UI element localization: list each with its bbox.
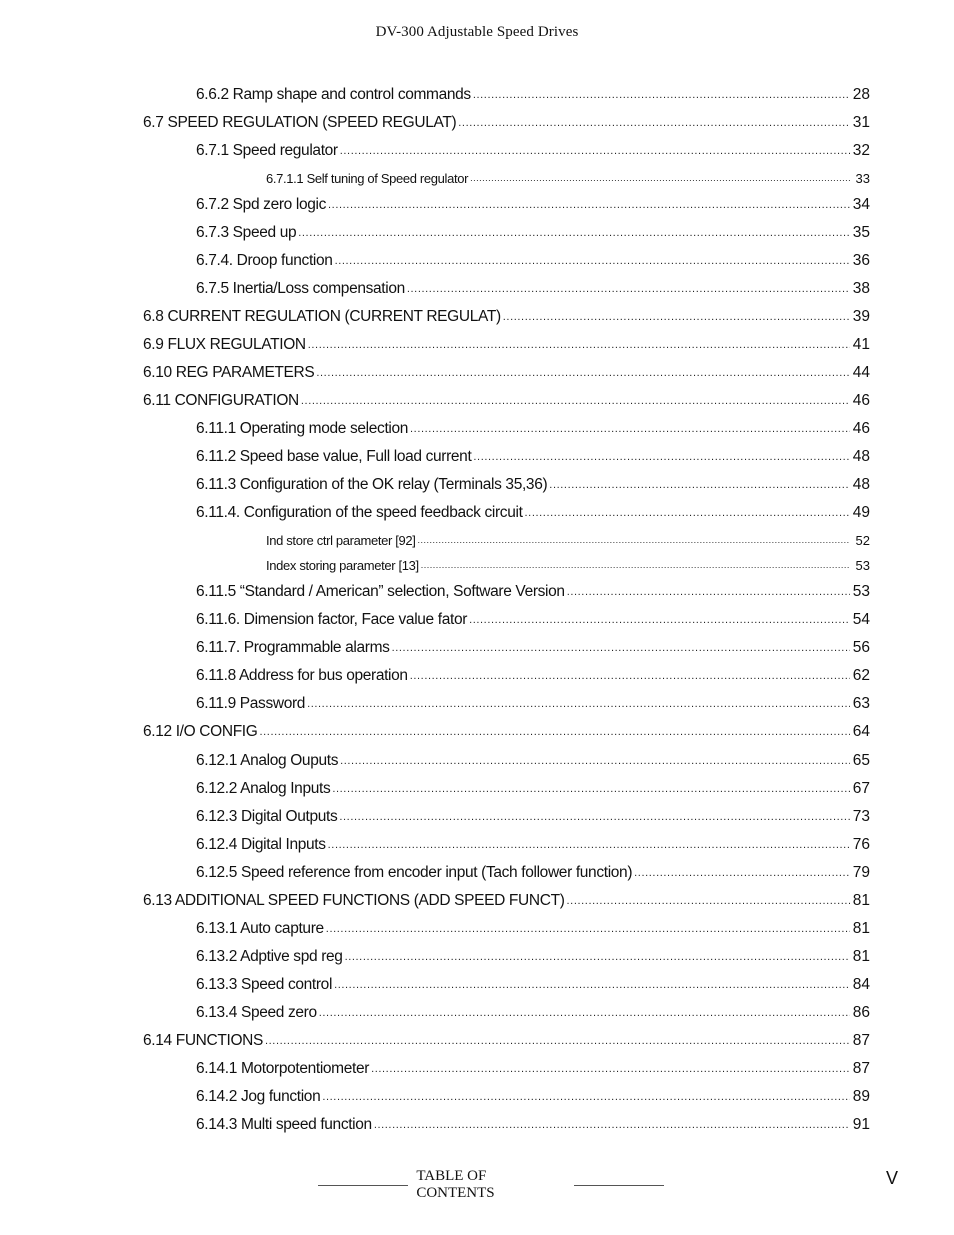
toc-entry-page: 87 bbox=[852, 1060, 870, 1078]
toc-entry-page: 39 bbox=[852, 307, 870, 325]
toc-dot-leader bbox=[335, 252, 850, 272]
toc-entry-title: 6.13.4 Speed zero bbox=[196, 1003, 317, 1021]
toc-entry-title: 6.14.1 Motorpotentiometer bbox=[196, 1060, 370, 1078]
toc-entry[interactable] bbox=[143, 968, 870, 996]
toc-entry[interactable] bbox=[143, 244, 870, 272]
toc-dot-leader bbox=[525, 504, 850, 524]
toc-entry[interactable] bbox=[143, 800, 870, 828]
toc-entry-title: 6.11.3 Configuration of the OK relay (Terminals 35,36) bbox=[196, 476, 548, 494]
toc-dot-leader bbox=[301, 392, 850, 412]
toc-entry-title: 6.14 FUNCTIONS bbox=[143, 1032, 263, 1049]
toc-dot-leader bbox=[326, 920, 850, 940]
toc-dot-leader bbox=[418, 533, 850, 550]
toc-entry[interactable] bbox=[143, 1024, 870, 1052]
toc-dot-leader bbox=[567, 583, 850, 603]
toc-dot-leader bbox=[634, 864, 850, 884]
toc-entry-page: 56 bbox=[852, 639, 870, 657]
toc-entry[interactable] bbox=[143, 659, 870, 687]
toc-entry-title: 6.11.2 Speed base value, Full load current bbox=[196, 448, 472, 466]
page-footer bbox=[0, 1168, 954, 1201]
toc-entry-page: 76 bbox=[852, 835, 870, 853]
toc-entry[interactable] bbox=[143, 300, 870, 328]
toc-entry[interactable] bbox=[143, 440, 870, 468]
toc-entry-title: 6.10 REG PARAMETERS bbox=[143, 363, 315, 381]
toc-entry-title: 6.11.7. Programmable alarms bbox=[196, 639, 390, 657]
toc-entry[interactable] bbox=[143, 575, 870, 603]
toc-entry[interactable] bbox=[143, 78, 870, 106]
toc-entry-page: 28 bbox=[852, 86, 870, 104]
toc-entry-page: 53 bbox=[855, 558, 870, 574]
toc-entry-title: 6.11.6. Dimension factor, Face value fator bbox=[196, 611, 468, 629]
toc-entry[interactable] bbox=[143, 1080, 870, 1108]
toc-entry-page: 73 bbox=[852, 807, 870, 825]
toc-entry-title: 6.7.4. Droop function bbox=[196, 251, 333, 269]
toc-entry[interactable] bbox=[143, 687, 870, 715]
toc-entry-page: 81 bbox=[852, 947, 870, 965]
toc-dot-leader bbox=[308, 336, 850, 356]
toc-dot-leader bbox=[470, 171, 850, 188]
toc-dot-leader bbox=[332, 780, 850, 800]
footer-section bbox=[310, 1168, 672, 1202]
toc-dot-leader bbox=[567, 892, 850, 912]
toc-dot-leader bbox=[307, 695, 850, 715]
toc-dot-leader bbox=[340, 752, 850, 772]
toc-entry-title: 6.13 ADDITIONAL SPEED FUNCTIONS (ADD SPEED FUNCT) bbox=[143, 891, 565, 909]
toc-dot-leader bbox=[410, 420, 850, 440]
table-of-contents bbox=[143, 78, 870, 1136]
toc-entry[interactable] bbox=[143, 412, 870, 440]
toc-entry-title: 6.12 I/O CONFIG bbox=[143, 723, 258, 741]
toc-dot-leader bbox=[374, 1116, 850, 1136]
toc-entry-page: 67 bbox=[852, 779, 870, 797]
toc-entry-page: 46 bbox=[852, 420, 870, 438]
toc-entry-title: 6.6.2 Ramp shape and control commands bbox=[196, 86, 471, 104]
toc-entry[interactable] bbox=[143, 772, 870, 800]
toc-dot-leader bbox=[339, 808, 850, 828]
toc-entry[interactable] bbox=[143, 496, 870, 524]
toc-dot-leader bbox=[319, 1004, 850, 1024]
toc-entry-title: 6.7.1 Speed regulator bbox=[196, 142, 338, 160]
toc-entry-page: 91 bbox=[852, 1116, 870, 1134]
toc-entry[interactable] bbox=[143, 1108, 870, 1136]
toc-entry-page: 84 bbox=[852, 975, 870, 993]
toc-dot-leader bbox=[298, 224, 850, 244]
toc-entry-title: 6.7.3 Speed up bbox=[196, 223, 297, 241]
toc-entry-title: 6.7.2 Spd zero logic bbox=[196, 195, 327, 213]
toc-dot-leader bbox=[322, 1088, 850, 1108]
toc-entry[interactable] bbox=[143, 715, 870, 743]
toc-dot-leader bbox=[334, 976, 850, 996]
toc-entry-title: Ind store ctrl parameter [92] bbox=[266, 532, 416, 548]
toc-entry-page: 35 bbox=[852, 223, 870, 241]
toc-entry[interactable] bbox=[143, 550, 870, 576]
toc-entry-title: 6.11.9 Password bbox=[196, 695, 306, 713]
toc-entry-page: 52 bbox=[855, 532, 870, 548]
toc-entry-title: 6.13.3 Speed control bbox=[196, 975, 333, 993]
toc-dot-leader bbox=[345, 948, 850, 968]
toc-entry[interactable] bbox=[143, 856, 870, 884]
toc-entry-page: 53 bbox=[852, 583, 870, 601]
toc-entry-title: 6.7.5 Inertia/Loss compensation bbox=[196, 279, 405, 297]
toc-dot-leader bbox=[259, 723, 850, 743]
toc-dot-leader bbox=[328, 836, 850, 856]
toc-entry[interactable] bbox=[143, 828, 870, 856]
toc-entry-page: 41 bbox=[852, 335, 870, 353]
toc-entry-page: 36 bbox=[852, 251, 870, 269]
toc-entry-page: 33 bbox=[855, 170, 870, 186]
toc-entry-title: 6.12.2 Analog Inputs bbox=[196, 779, 331, 797]
toc-entry-title: 6.13.2 Adptive spd reg bbox=[196, 947, 343, 965]
toc-entry-page: 87 bbox=[852, 1032, 870, 1049]
toc-entry[interactable] bbox=[143, 356, 870, 384]
toc-dot-leader bbox=[265, 1032, 850, 1052]
toc-entry[interactable] bbox=[143, 106, 870, 134]
toc-entry-title: 6.11.8 Address for bus operation bbox=[196, 667, 408, 685]
toc-entry-page: 48 bbox=[852, 448, 870, 466]
toc-entry[interactable] bbox=[143, 743, 870, 771]
toc-entry-page: 86 bbox=[852, 1003, 870, 1021]
toc-entry[interactable] bbox=[143, 884, 870, 912]
toc-entry-title: 6.12.5 Speed reference from encoder input (Tach follower function) bbox=[196, 863, 633, 881]
footer-rule-right bbox=[574, 1185, 664, 1186]
toc-entry-title: 6.11.5 “Standard / American” selection, Software Version bbox=[196, 583, 565, 601]
toc-dot-leader bbox=[407, 280, 850, 300]
toc-entry[interactable] bbox=[143, 940, 870, 968]
toc-dot-leader bbox=[340, 142, 850, 162]
toc-entry[interactable] bbox=[143, 1052, 870, 1080]
toc-entry-title: 6.11 CONFIGURATION bbox=[143, 392, 299, 410]
toc-entry-page: 65 bbox=[852, 751, 870, 769]
toc-entry[interactable] bbox=[143, 162, 870, 188]
toc-dot-leader bbox=[503, 308, 850, 328]
toc-dot-leader bbox=[421, 558, 850, 575]
toc-entry-page: 79 bbox=[852, 863, 870, 881]
page-header: DV-300 Adjustable Speed Drives bbox=[375, 24, 579, 40]
toc-entry[interactable] bbox=[143, 328, 870, 356]
toc-entry[interactable] bbox=[143, 188, 870, 216]
toc-entry-title: 6.8 CURRENT REGULATION (CURRENT REGULAT) bbox=[143, 307, 501, 325]
toc-entry-page: 34 bbox=[852, 195, 870, 213]
toc-entry-page: 62 bbox=[852, 667, 870, 685]
toc-entry-title: 6.13.1 Auto capture bbox=[196, 919, 324, 937]
toc-entry-page: 81 bbox=[852, 919, 870, 937]
toc-entry[interactable] bbox=[143, 996, 870, 1024]
toc-entry-page: 54 bbox=[852, 611, 870, 629]
toc-entry-title: 6.11.4. Configuration of the speed feedback circuit bbox=[196, 504, 523, 522]
toc-dot-leader bbox=[410, 667, 850, 687]
toc-entry[interactable] bbox=[143, 631, 870, 659]
toc-dot-leader bbox=[458, 114, 850, 134]
toc-entry-page: 48 bbox=[852, 476, 870, 494]
footer-rule-left bbox=[318, 1185, 408, 1186]
footer-section-label: TABLE OF CONTENTS bbox=[416, 1168, 495, 1201]
toc-entry-page: 81 bbox=[852, 891, 870, 909]
toc-entry-title: 6.12.4 Digital Inputs bbox=[196, 835, 326, 853]
toc-dot-leader bbox=[392, 639, 850, 659]
toc-entry-title: 6.11.1 Operating mode selection bbox=[196, 420, 409, 438]
toc-entry-title: 6.9 FLUX REGULATION bbox=[143, 335, 306, 353]
toc-entry[interactable] bbox=[143, 216, 870, 244]
toc-entry-title: 6.14.3 Multi speed function bbox=[196, 1116, 372, 1134]
toc-entry-page: 49 bbox=[852, 504, 870, 522]
toc-entry-title: Index storing parameter [13] bbox=[266, 558, 419, 574]
footer-page-number: V bbox=[885, 1168, 898, 1188]
toc-dot-leader bbox=[469, 611, 850, 631]
toc-entry-page: 32 bbox=[852, 142, 870, 160]
toc-entry[interactable] bbox=[143, 912, 870, 940]
toc-entry[interactable] bbox=[143, 384, 870, 412]
toc-entry-title: 6.7 SPEED REGULATION (SPEED REGULAT) bbox=[143, 114, 457, 132]
toc-entry-title: 6.12.3 Digital Outputs bbox=[196, 807, 338, 825]
toc-dot-leader bbox=[371, 1060, 850, 1080]
toc-entry-page: 89 bbox=[852, 1088, 870, 1106]
toc-entry-page: 64 bbox=[852, 723, 870, 741]
toc-entry-page: 46 bbox=[852, 392, 870, 410]
toc-dot-leader bbox=[328, 196, 850, 216]
toc-dot-leader bbox=[473, 448, 850, 468]
toc-entry[interactable] bbox=[143, 524, 870, 550]
toc-entry-page: 63 bbox=[852, 695, 870, 713]
toc-entry[interactable] bbox=[143, 134, 870, 162]
toc-entry-page: 44 bbox=[852, 363, 870, 381]
toc-entry-title: 6.14.2 Jog function bbox=[196, 1088, 321, 1106]
toc-dot-leader bbox=[473, 86, 850, 106]
toc-entry-page: 31 bbox=[852, 114, 870, 132]
toc-entry[interactable] bbox=[143, 468, 870, 496]
toc-dot-leader bbox=[549, 476, 850, 496]
toc-entry[interactable] bbox=[143, 603, 870, 631]
toc-entry-title: 6.7.1.1 Self tuning of Speed regulator bbox=[266, 170, 469, 186]
toc-entry-page: 38 bbox=[852, 279, 870, 297]
toc-dot-leader bbox=[316, 364, 850, 384]
toc-entry-title: 6.12.1 Analog Ouputs bbox=[196, 751, 339, 769]
toc-entry[interactable] bbox=[143, 272, 870, 300]
